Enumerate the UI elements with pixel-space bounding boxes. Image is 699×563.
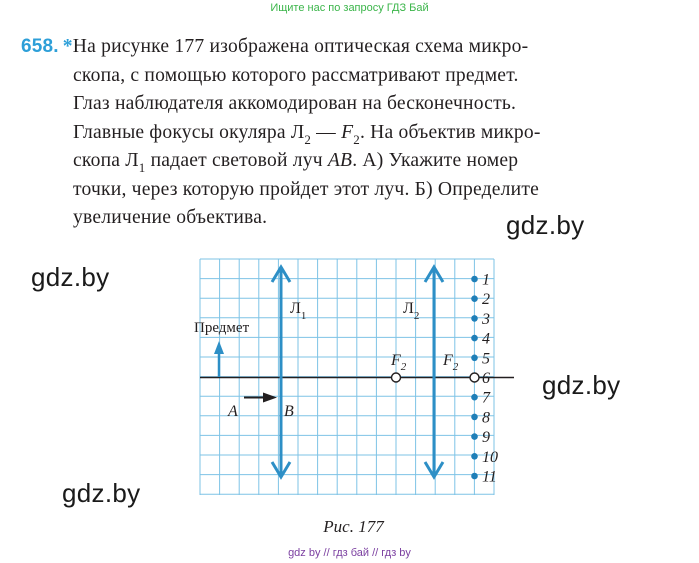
point-label-3: 3: [482, 310, 490, 328]
figure-caption: Рис. 177: [323, 517, 384, 536]
point-10: [471, 453, 478, 460]
point-a-label: A: [228, 403, 238, 420]
focus-label-right: $F_2$: [443, 352, 459, 373]
watermark: gdz.by: [31, 262, 110, 292]
point-11: [471, 473, 478, 480]
text-l3: Глаз наблюдателя аккомодирован на бесконечность.: [73, 93, 517, 114]
text-l5d: AB: [327, 150, 353, 171]
text-l4e: 2: [353, 131, 360, 147]
point-1: [471, 276, 478, 283]
text-l4d: F: [341, 121, 354, 143]
star-marker: *: [62, 36, 73, 57]
text-l4c: —: [311, 121, 342, 143]
point-label-1: 1: [482, 271, 490, 289]
point-4: [471, 335, 478, 342]
point-label-6: 6: [482, 370, 490, 387]
text-l4a: Главные фокусы окуляра Л: [73, 121, 305, 143]
point-label-2: 2: [482, 291, 490, 309]
watermark: gdz.by: [506, 210, 585, 240]
focus-label-left: $F_2$: [391, 352, 407, 373]
focus-point-f2: [392, 373, 401, 382]
ray-ab: [244, 393, 277, 403]
text-l4b: 2: [304, 131, 312, 147]
text-l5e: . А) Укажите номер: [352, 150, 519, 171]
point-3: [471, 315, 478, 322]
text-l4f: . На объектив микро-: [359, 121, 541, 143]
text-l5a: скопа Л: [73, 150, 139, 171]
point-2: [471, 295, 478, 302]
point-6: [470, 373, 479, 382]
top-banner: Ищите нас по запросу ГДЗ Бай: [270, 2, 429, 14]
point-b-label: B: [284, 403, 294, 420]
text-l5c: падает световой луч: [145, 150, 328, 171]
object-label: Предмет: [194, 320, 250, 336]
problem-number: 658.: [21, 36, 59, 57]
point-8: [471, 414, 478, 421]
lens1-label: $Л_1$: [290, 300, 307, 322]
watermark: gdz.by: [542, 370, 621, 400]
point-5: [471, 355, 478, 362]
point-label-11: 11: [482, 468, 497, 486]
text-l5b: 1: [138, 160, 146, 175]
text-l1: На рисунке 177 изображена оптическая схема микро-: [72, 36, 529, 57]
footer: gdz by // гдз бай // гдз by: [288, 547, 411, 559]
text-l2: скопа, с помощью которого рассматривают предмет.: [73, 64, 519, 86]
watermark: gdz.by: [62, 478, 141, 508]
point-label-9: 9: [482, 429, 490, 447]
text-l7: увеличение объектива.: [73, 207, 268, 228]
object-arrow: [214, 341, 224, 377]
point-7: [471, 394, 478, 401]
point-label-7: 7: [482, 389, 490, 407]
point-9: [471, 433, 478, 440]
point-label-5: 5: [482, 350, 490, 368]
point-label-8: 8: [482, 409, 490, 427]
point-label-4: 4: [482, 330, 490, 348]
point-label-10: 10: [482, 448, 498, 466]
text-l6: точки, через которую пройдет этот луч. Б) Определите: [73, 178, 539, 200]
lens2-label: $Л_2$: [403, 300, 420, 322]
